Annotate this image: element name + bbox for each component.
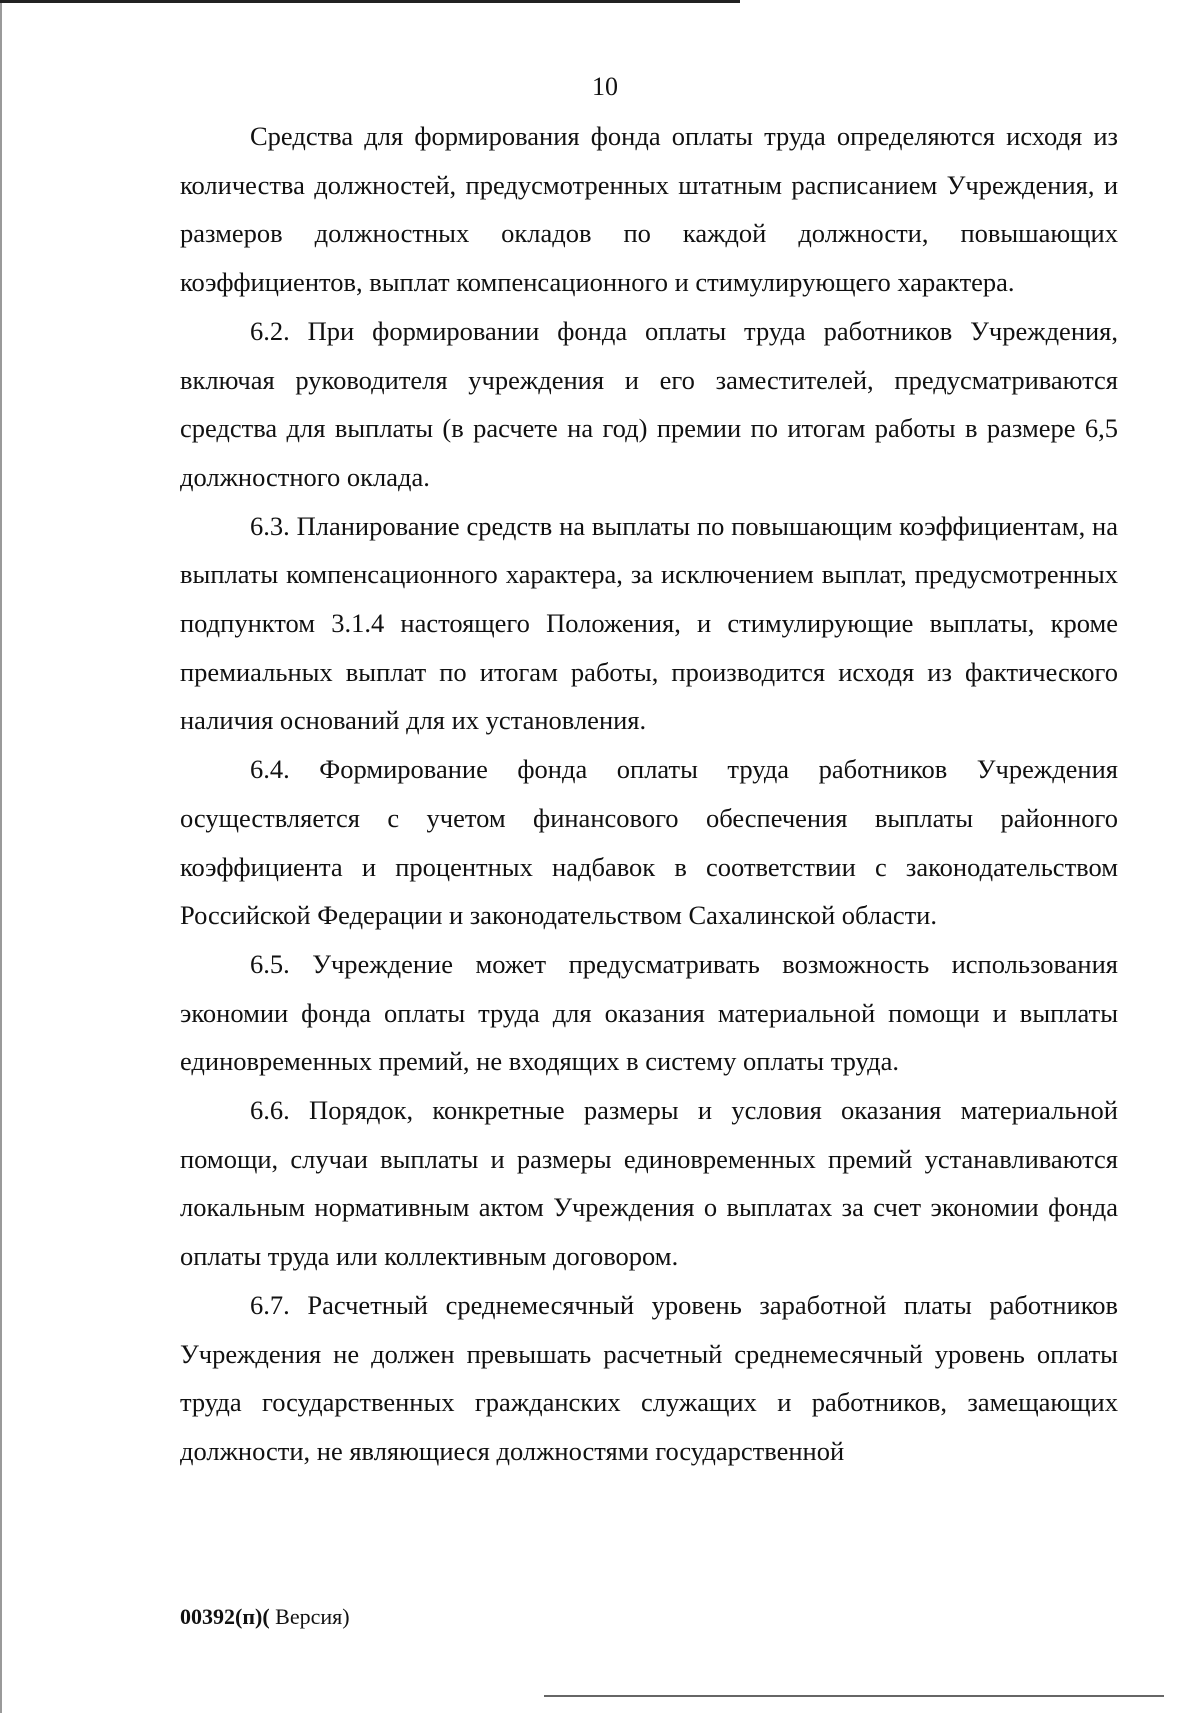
paragraph-6-4: 6.4. Формирование фонда оплаты труда работников Учреждения осуществляется с учетом финансового обеспечения выплаты районного коэффициента и процентных надбавок в соответствии с законодательством Российской Федерации и законодательством Сахалинской области. bbox=[180, 754, 1118, 931]
bottom-rule bbox=[544, 1695, 1164, 1697]
paragraph-6-3: 6.3. Планирование средств на выплаты по повышающим коэффициентам, на выплаты компенсационного характера, за исключением выплат, предусмотренных подпунктом 3.1.4 настоящего Положения, и стимулирующие выплаты, кроме премиальных выплат по итогам работы, производится исходя из фактического наличия оснований для их установления. bbox=[180, 510, 1118, 736]
top-rule bbox=[0, 0, 740, 3]
paragraph-6-5: 6.5. Учреждение может предусматривать возможность использования экономии фонда оплаты труда для оказания материальной помощи и выплаты единовременных премий, не входящих в систему оплаты труда. bbox=[180, 948, 1118, 1077]
document-body bbox=[180, 112, 1118, 1476]
paragraph-6-1-continued: Средства для формирования фонда оплаты труда определяются исходя из количества должностей, предусмотренных штатным расписанием Учреждения, и размеров должностных окладов по каждой должности, повышающих коэффициентов, выплат компенсационного и стимулирующего характера. bbox=[180, 121, 1118, 298]
paragraph-6-7: 6.7. Расчетный среднемесячный уровень заработной платы работников Учреждения не должен превышать расчетный среднемесячный уровень оплаты труда государственных гражданских служащих и работников, замещающих должности, не являющиеся должностями государственной bbox=[180, 1289, 1118, 1466]
paragraph-6-6: 6.6. Порядок, конкретные размеры и условия оказания материальной помощи, случаи выплаты и размеры единовременных премий устанавливаются локальным нормативным актом Учреждения о выплатах за счет экономии фонда оплаты труда или коллективным договором. bbox=[180, 1095, 1118, 1272]
page-number: 10 bbox=[592, 72, 618, 101]
scan-left-edge bbox=[0, 0, 2, 1713]
footer-version: Версия) bbox=[269, 1604, 350, 1629]
paragraph-6-2: 6.2. При формировании фонда оплаты труда работников Учреждения, включая руководителя учреждения и его заместителей, предусматриваются средства для выплаты (в расчете на год) премии по итогам работы в размере 6,5 должностного оклада. bbox=[180, 315, 1118, 492]
document-footer-code bbox=[180, 1604, 350, 1630]
footer-doc-code: 00392(п)( bbox=[180, 1604, 270, 1629]
